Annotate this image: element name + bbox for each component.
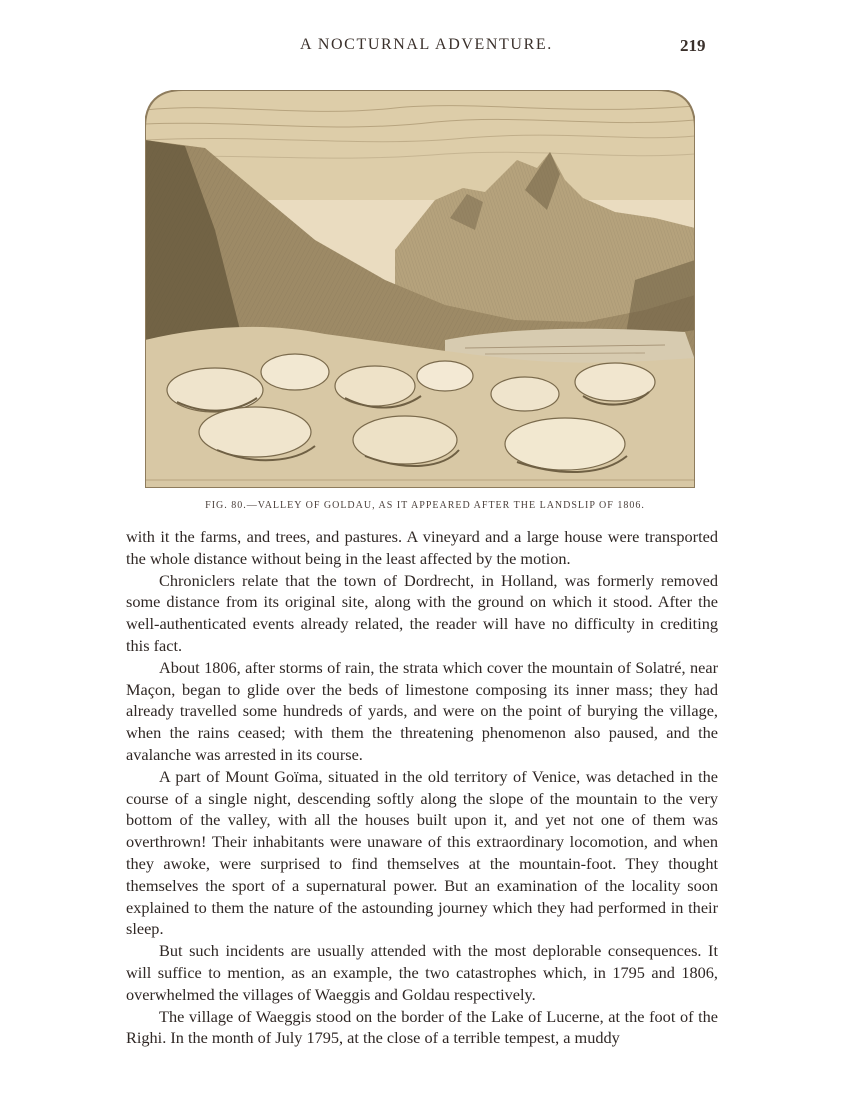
paragraph-2: Chroniclers relate that the town of Dordrecht, in Holland, was formerly removed some distance from its original site, along with the ground on which it stood. After the well-authenticated events already related, the reader will have no difficulty in crediting this fact. <box>126 570 718 655</box>
paragraph-6: The village of Waeggis stood on the border of the Lake of Lucerne, at the foot of the Righi. In the month of July 1795, at the close of a terrible tempest, a muddy <box>126 1006 718 1048</box>
paragraph-5: But such incidents are usually attended with the most deplorable consequences. It will suffice to mention, as an example, the two catastrophes which, in 1795 and 1806, overwhelmed the villages of Waeggis and Goldau respectively. <box>126 941 718 1004</box>
running-title: A NOCTURNAL ADVENTURE. <box>300 36 553 53</box>
page-number: 219 <box>680 36 706 55</box>
engraving-illustration <box>145 90 695 488</box>
figure-caption: FIG. 80.—VALLEY OF GOLDAU, AS IT APPEARED AFTER THE LANDSLIP OF 1806. <box>205 500 645 511</box>
paragraph-1: with it the farms, and trees, and pastures. A vineyard and a large house were transported the whole distance without being in the least affected by the motion. <box>126 527 718 568</box>
running-head <box>0 36 850 60</box>
body-text <box>126 526 718 1049</box>
paragraph-4: A part of Mount Goïma, situated in the old territory of Venice, was detached in the course of a single night, descending softly along the slope of the mountain to the very bottom of the valley, with all the houses built upon it, and yet not one of them was overthrown! Their inhabitants were unaware of this extraordinary locomotion, and when they awoke, were surprised to find themselves at the mountain-foot. They thought themselves the sport of a supernatural power. But an examination of the locality soon explained to them the nature of the astounding journey which they had performed in their sleep. <box>126 766 718 939</box>
figure-valley-goldau <box>145 90 695 488</box>
paragraph-3: About 1806, after storms of rain, the strata which cover the mountain of Solatré, near Maçon, began to glide over the beds of limestone composing its inner mass; they had already travelled some hundreds of yards, and were on the point of burying the village, when the rains ceased; with them the threatening phenomenon also paused, and the avalanche was arrested in its course. <box>126 657 718 764</box>
